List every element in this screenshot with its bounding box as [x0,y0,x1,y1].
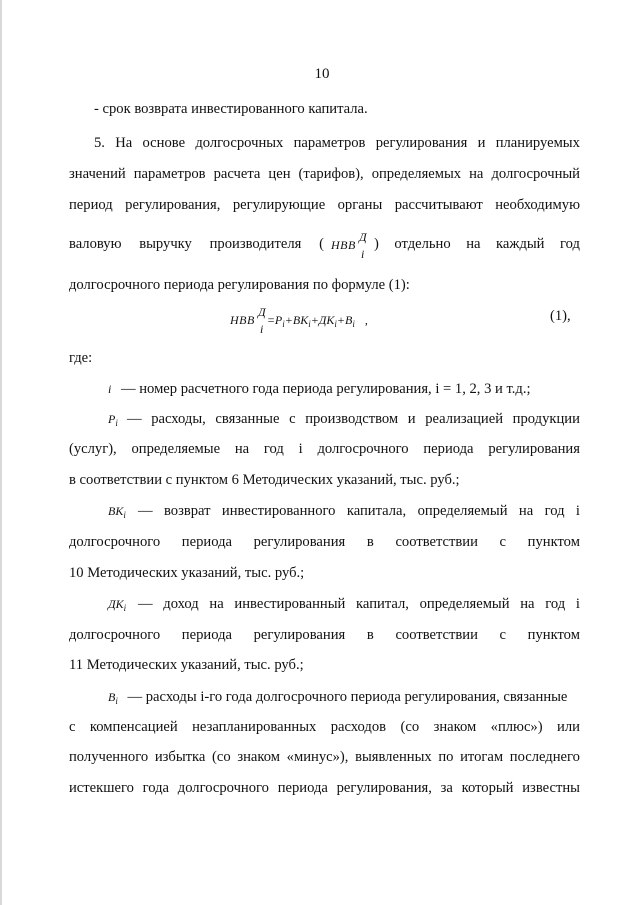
text-line: 11 Методических указаний, тыс. руб.; [69,657,304,673]
symbol-dk: $ДК_i$ [108,597,127,613]
word: долгосрочных [195,135,284,151]
word: известны [522,780,580,796]
word: определяемый [419,596,510,612]
word: выручку [139,236,192,252]
word: знаком [433,719,477,735]
word: периода [423,441,474,457]
formula-index: i [334,319,337,329]
word: который [461,780,514,796]
word: и [407,411,416,427]
word: с [499,627,507,643]
word: 5. [94,135,105,151]
word: или [557,719,580,735]
word: соответствии [395,627,478,643]
word: параметров [293,135,366,151]
word: отдельно [394,236,451,252]
justified-line [138,595,580,613]
word: года [142,780,170,796]
definition-text: — номер расчетного года периода регулирования, i = 1, 2, 3 и т.д.; [121,381,531,397]
word: ( [319,236,324,252]
nvv-symbol [230,305,267,336]
formula-number: (1), [550,308,571,324]
justified-line [127,410,580,428]
word: — [127,411,142,427]
symbol-i: i [108,382,112,396]
word: истекшего [69,780,134,796]
word: расчета [213,166,261,182]
word: последнего [509,749,580,765]
word: параметров [133,166,206,182]
word: соответствии [395,534,478,550]
word: полученного [69,749,149,765]
nvv-subscript: i [260,322,264,336]
definition-i [108,380,531,398]
word: цен [268,166,291,182]
word: (услуг), [69,441,117,457]
word: определяемых [371,166,462,182]
word: долгосрочного [317,441,409,457]
word: регулирования [253,627,346,643]
word: возврат [163,503,211,519]
justified-line [69,779,580,797]
justified-line [69,748,580,766]
word: реализацией [425,411,504,427]
word: производителя [209,236,302,252]
definition-b-line [108,688,567,710]
formula-term: +ДК [310,313,335,327]
nvv-superscript: Д [258,305,267,319]
word: за [440,780,453,796]
word: производством [305,411,399,427]
word: доход [163,596,199,612]
word: расходы, [151,411,206,427]
word: регулирования [488,441,580,457]
word: периода [181,534,232,550]
where-label: где: [69,350,93,366]
word: значений [69,166,126,182]
word: продукции [512,411,580,427]
word: год [544,503,565,519]
word: валовую [69,236,122,252]
word: основе [142,135,186,151]
word: долгосрочного [69,534,161,550]
word: в [366,534,374,550]
word: связанные [215,411,280,427]
word: год [263,441,284,457]
word: избытка [154,749,206,765]
word: на [234,441,250,457]
word: «плюс») [490,719,543,735]
symbol-b: $В_i$ [108,690,118,706]
word: регулирования, [125,197,221,213]
justified-line [69,440,580,458]
nvv-line [69,230,580,263]
formula-term: +В [336,313,353,327]
nvv-subscript: i [361,247,365,261]
word: на [518,503,534,519]
word: период [69,197,113,213]
formula [230,305,368,341]
word: долгосрочного [177,780,269,796]
word: каждый [496,236,545,252]
word: i [298,441,303,457]
formula-index: i [282,319,285,329]
formula-rhs: =P [266,313,283,327]
word: с [499,534,507,550]
formula-tail: , [364,313,368,327]
word: (со [212,749,231,765]
text-line: 10 Методических указаний, тыс. руб.; [69,565,305,581]
nvv-base: НВВ [230,313,255,327]
word: незапланированных [192,719,317,735]
word: регулирующие [232,197,326,213]
word: органы [337,197,383,213]
formula-index: i [308,319,311,329]
word: на [209,596,224,612]
nvv-symbol [331,230,368,261]
word: в [366,627,374,643]
formula-index: i [352,319,355,329]
word: с [69,719,76,735]
justified-line [69,235,324,253]
word: На [115,135,133,151]
word: капитал, [356,596,409,612]
word: регулирования [375,135,468,151]
symbol-p: $P_i$ [108,412,118,428]
text-line: в соответствии с пунктом 6 Методических указаний, тыс. руб.; [69,472,460,488]
word: регулирования [253,534,346,550]
word: пунктом [527,627,580,643]
page-number: 10 [314,66,330,82]
nvv-superscript: Д [359,230,368,244]
justified-line [69,718,580,736]
word: — [138,503,153,519]
nvv-base: НВВ [331,238,356,252]
word: определяемые [131,441,221,457]
word: периода [277,780,328,796]
word: (тарифов), [298,166,364,182]
word: (со [400,719,420,735]
word: капитала, [346,503,407,519]
formula-term: +ВК [284,313,309,327]
word: пунктом [527,534,580,550]
word: год [545,596,566,612]
word: долгосрочный [491,166,580,182]
word: необходимую [495,197,580,213]
word: инвестированного [221,503,336,519]
word: по [438,749,454,765]
definition-text: — расходы i-го года долгосрочного периода регулирования, связанные [127,689,568,705]
word: расходов [330,719,387,735]
word: долгосрочного [69,627,161,643]
word: ) [374,236,379,252]
word: рассчитывают [394,197,483,213]
word: — [138,596,153,612]
symbol-vk: $ВК_i$ [108,504,126,520]
justified-line [69,165,580,183]
word: знаком [237,749,280,765]
word: и [477,135,486,151]
word: «минус»), [286,749,349,765]
word: компенсацией [89,719,178,735]
justified-line [69,196,580,214]
word: выявленных [355,749,432,765]
word: на [466,236,481,252]
word: i [575,503,580,519]
word: планируемых [495,135,580,151]
word: с [289,411,296,427]
word: i [575,596,580,612]
justified-line [94,134,580,152]
word: инвестированный [234,596,346,612]
word: на [520,596,535,612]
justified-line [69,626,580,644]
text-line: долгосрочного периода регулирования по формуле (1): [69,277,410,293]
word: итогам [460,749,504,765]
justified-line [374,235,580,253]
justified-line [138,502,580,520]
word: на [469,166,484,182]
word: периода [181,627,232,643]
word: регулирования, [336,780,432,796]
justified-line [69,533,580,551]
text-line: - срок возврата инвестированного капитала. [94,101,368,117]
word: определяемый [417,503,508,519]
word: год [560,236,580,252]
